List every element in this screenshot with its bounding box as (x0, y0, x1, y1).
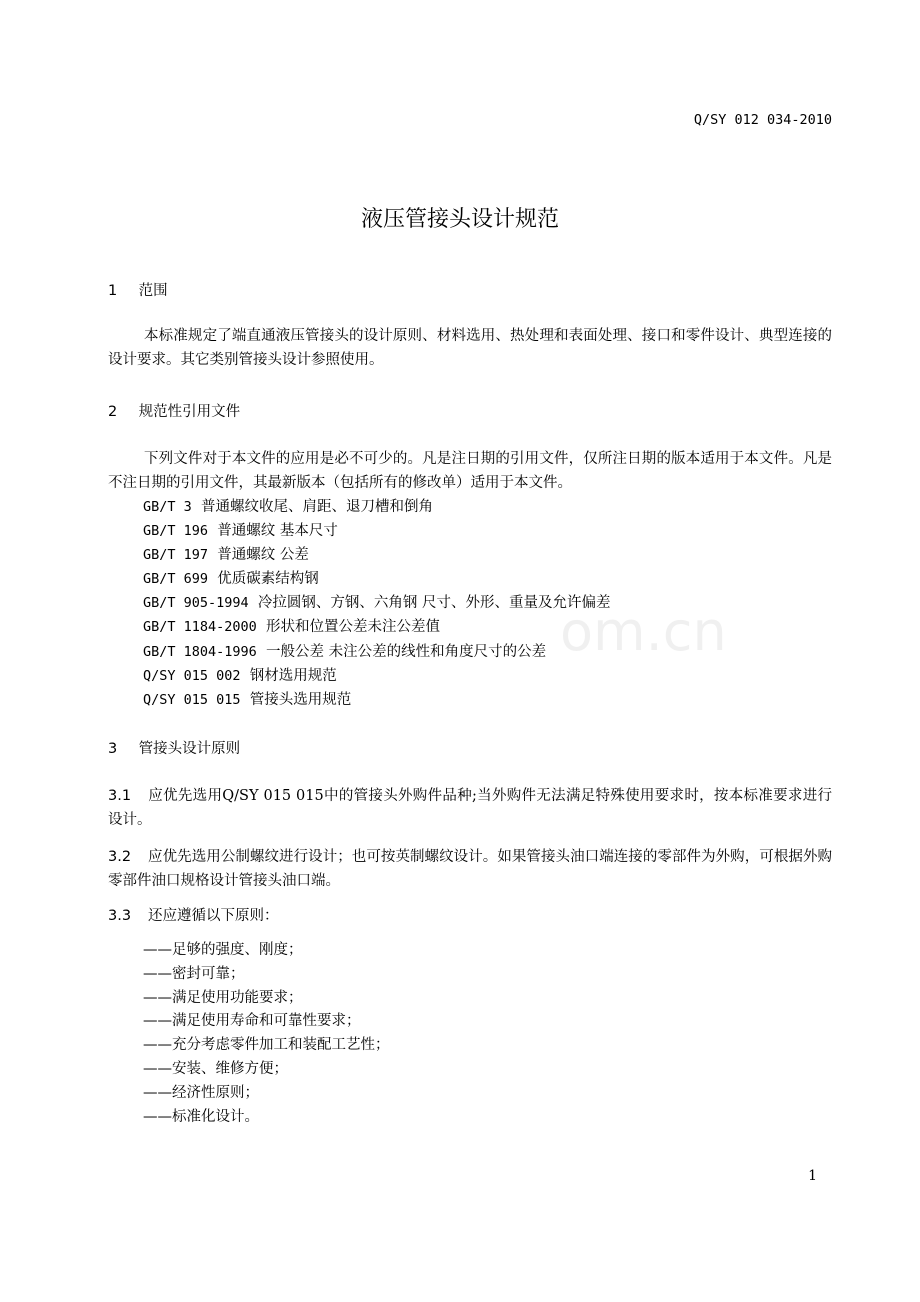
clause-number: 3.2 (108, 849, 132, 865)
watermark: om.cn (560, 600, 727, 663)
reference-item: Q/SY 015 015 管接头选用规范 (143, 691, 352, 708)
clause-number: 3.1 (108, 788, 132, 804)
clause-text: 应优先选用Q/SY 015 015中的管接头外购件品种;当外购件无法满足特殊使用要求时，按本标准要求进行设计。 (108, 788, 832, 828)
section-title: 范围 (138, 283, 168, 299)
document-code: Q/SY 012 034-2010 (693, 112, 832, 128)
section-heading-normative-references (108, 400, 240, 421)
reference-item: GB/T 197 普通螺纹 公差 (143, 547, 309, 564)
reference-list (143, 495, 611, 712)
clause-3-1 (108, 784, 832, 832)
section-number: 2 (108, 404, 118, 420)
list-item: ——密封可靠； (143, 965, 245, 982)
normative-intro-paragraph: 下列文件对于本文件的应用是必不可少的。凡是注日期的引用文件，仅所注日期的版本适用于本文件。凡是不注日期的引用文件，其最新版本（包括所有的修改单）适用于本文件。 (108, 451, 832, 491)
section-number: 3 (108, 741, 118, 757)
reference-item: GB/T 1804-1996 一般公差 未注公差的线性和角度尺寸的公差 (143, 643, 547, 660)
section-number: 1 (108, 283, 118, 299)
section-heading-scope (108, 279, 168, 300)
list-item: ——满足使用寿命和可靠性要求； (143, 1013, 361, 1030)
principles-list (143, 939, 390, 1129)
reference-item: GB/T 196 普通螺纹 基本尺寸 (143, 523, 338, 540)
reference-item: Q/SY 015 002 钢材选用规范 (143, 667, 337, 684)
clause-text: 应优先选用公制螺纹进行设计；也可按英制螺纹设计。如果管接头油口端连接的零部件为外购，可根据外购零部件油口规格设计管接头油口端。 (108, 849, 832, 889)
clause-3-3 (108, 904, 832, 928)
page-number: 1 (808, 1168, 817, 1184)
list-item: ——经济性原则； (143, 1084, 259, 1101)
reference-item: GB/T 699 优质碳素结构钢 (143, 571, 319, 588)
list-item: ——满足使用功能要求； (143, 989, 303, 1006)
list-item: ——足够的强度、刚度； (143, 942, 303, 958)
section-heading-design-principles (108, 737, 240, 758)
list-item: ——标准化设计。 (143, 1108, 259, 1125)
scope-paragraph: 本标准规定了端直通液压管接头的设计原则、材料选用、热处理和表面处理、接口和零件设计、典型连接的设计要求。其它类别管接头设计参照使用。 (108, 328, 832, 368)
reference-item: GB/T 905-1994 冷拉圆钢、方钢、六角钢 尺寸、外形、重量及允许偏差 (143, 595, 611, 612)
list-item: ——安装、维修方便； (143, 1060, 288, 1077)
clause-3-2 (108, 845, 832, 893)
reference-item: GB/T 3 普通螺纹收尾、肩距、退刀槽和倒角 (143, 499, 433, 515)
section-title: 规范性引用文件 (138, 404, 241, 420)
clause-text: 还应遵循以下原则： (148, 908, 279, 924)
section-title: 管接头设计原则 (138, 741, 241, 757)
clause-number: 3.3 (108, 908, 132, 924)
list-item: ——充分考虑零件加工和装配工艺性； (143, 1037, 390, 1054)
page-title: 液压管接头设计规范 (360, 207, 559, 232)
reference-item: GB/T 1184-2000 形状和位置公差未注公差值 (143, 619, 441, 636)
